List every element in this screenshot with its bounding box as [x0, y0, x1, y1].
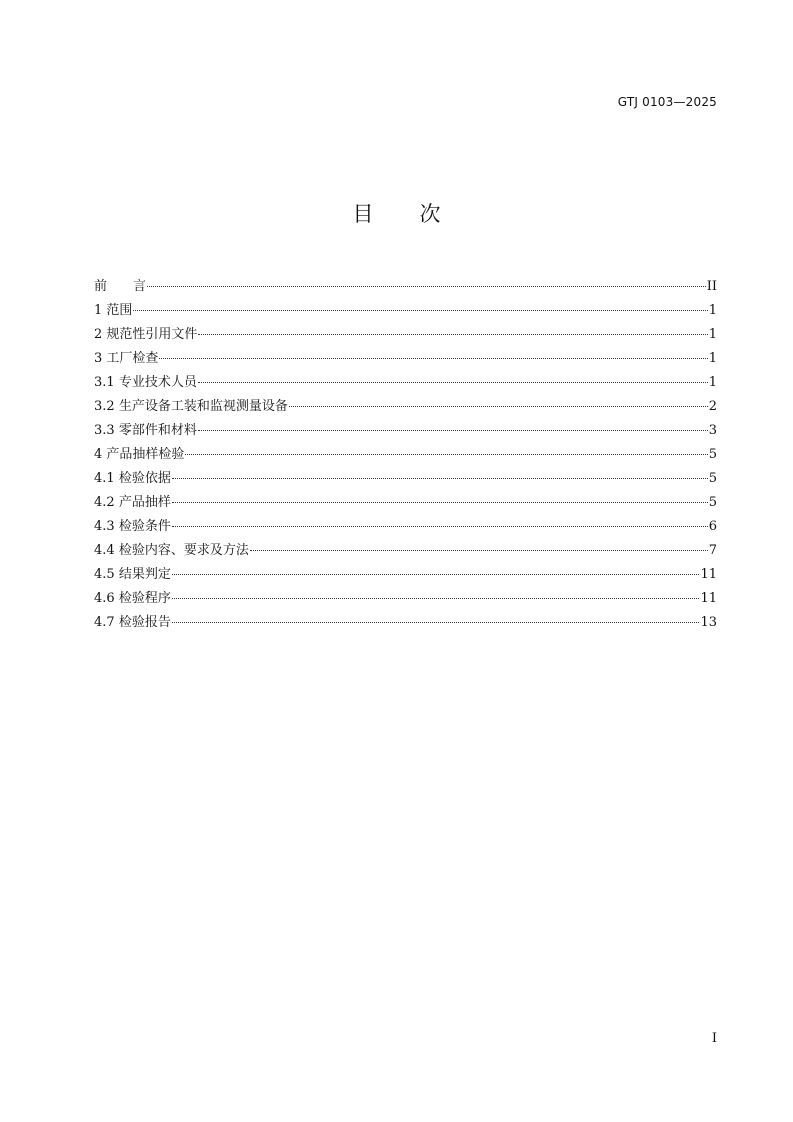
toc-number: 4.6 — [94, 591, 119, 606]
toc-number: 4 — [94, 447, 107, 462]
toc-entry-4-1[interactable] — [94, 467, 717, 491]
toc-entry-foreword[interactable] — [94, 275, 717, 299]
dot-leader — [172, 478, 708, 479]
toc-page-number: 5 — [708, 447, 717, 462]
toc-page-number: 11 — [700, 591, 717, 606]
dot-leader — [147, 286, 706, 287]
toc-entry-2[interactable] — [94, 323, 717, 347]
dot-leader — [185, 454, 707, 455]
toc-number: 3.2 — [94, 399, 119, 414]
dot-leader — [159, 358, 707, 359]
document-code: GTJ 0103—2025 — [617, 95, 717, 109]
toc-number: 3 — [94, 351, 107, 366]
toc-number: 4.4 — [94, 543, 119, 558]
toc-entry-4-5[interactable] — [94, 563, 717, 587]
dot-leader — [172, 598, 700, 599]
toc-label: 规范性引用文件 — [106, 327, 198, 342]
toc-page-number: 5 — [708, 471, 717, 486]
toc-number: 4.1 — [94, 471, 119, 486]
toc-label: 前 言 — [94, 279, 147, 294]
toc-label: 检验程序 — [118, 591, 171, 606]
toc-page-number: 1 — [708, 351, 717, 366]
page-title — [0, 198, 793, 228]
dot-leader — [172, 526, 708, 527]
dot-leader — [172, 502, 708, 503]
dot-leader — [198, 382, 708, 383]
toc-label: 检验报告 — [118, 615, 171, 630]
toc-label: 检验内容、要求及方法 — [118, 543, 249, 558]
dot-leader — [172, 622, 700, 623]
dot-leader — [172, 574, 700, 575]
toc-label: 范围 — [106, 303, 133, 318]
toc-number: 4.7 — [94, 615, 119, 630]
toc-page-number: 1 — [708, 303, 717, 318]
toc-number: 3.3 — [94, 423, 119, 438]
toc-page-number: 11 — [700, 567, 717, 582]
toc-entry-3-2[interactable] — [94, 395, 717, 419]
toc-page-number: 1 — [708, 327, 717, 342]
dot-leader — [250, 550, 708, 551]
toc-entry-1[interactable] — [94, 299, 717, 323]
toc-page-number: 3 — [708, 423, 717, 438]
toc-page-number: 6 — [708, 519, 717, 534]
toc-number: 4.5 — [94, 567, 119, 582]
toc-number: 4.2 — [94, 495, 119, 510]
title-char-1: 目 — [352, 202, 374, 226]
table-of-contents — [94, 275, 717, 635]
toc-page-number: 13 — [700, 615, 717, 630]
toc-label: 产品抽样 — [118, 495, 171, 510]
toc-label: 工厂检查 — [106, 351, 159, 366]
toc-page-number: 1 — [708, 375, 717, 390]
toc-entry-4-2[interactable] — [94, 491, 717, 515]
dot-leader — [198, 334, 707, 335]
toc-page-number: 5 — [708, 495, 717, 510]
footer-page-number: I — [711, 1031, 717, 1046]
toc-label: 产品抽样检验 — [106, 447, 185, 462]
toc-number: 3.1 — [94, 375, 119, 390]
dot-leader — [289, 406, 708, 407]
toc-label: 零部件和材料 — [118, 423, 197, 438]
dot-leader — [198, 430, 708, 431]
toc-entry-3[interactable] — [94, 347, 717, 371]
toc-label: 检验条件 — [118, 519, 171, 534]
toc-entry-4[interactable] — [94, 443, 717, 467]
dot-leader — [133, 310, 707, 311]
toc-number: 4.3 — [94, 519, 119, 534]
toc-label: 生产设备工装和监视测量设备 — [118, 399, 288, 414]
toc-entry-4-7[interactable] — [94, 611, 717, 635]
toc-entry-4-6[interactable] — [94, 587, 717, 611]
toc-page-number: II — [706, 279, 717, 294]
toc-entry-4-3[interactable] — [94, 515, 717, 539]
toc-page-number: 2 — [708, 399, 717, 414]
toc-number: 1 — [94, 303, 107, 318]
toc-page-number: 7 — [708, 543, 717, 558]
toc-entry-3-1[interactable] — [94, 371, 717, 395]
toc-label: 专业技术人员 — [118, 375, 197, 390]
toc-label: 结果判定 — [118, 567, 171, 582]
toc-label: 检验依据 — [118, 471, 171, 486]
toc-entry-4-4[interactable] — [94, 539, 717, 563]
toc-number: 2 — [94, 327, 107, 342]
toc-entry-3-3[interactable] — [94, 419, 717, 443]
title-char-2: 次 — [419, 202, 441, 226]
